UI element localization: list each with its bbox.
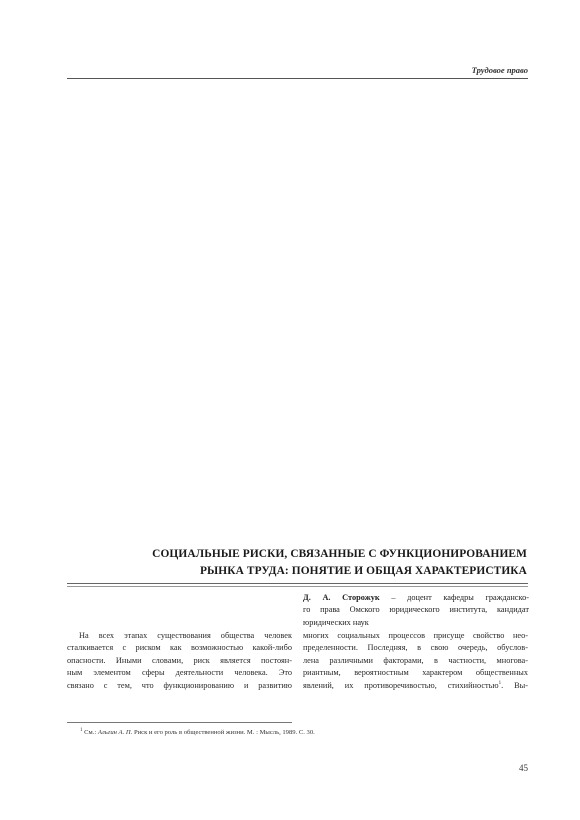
page-number: 45 (519, 763, 528, 773)
body-right-line-2: пределенности. Последняя, в свою очередь, обуслов- (303, 643, 528, 653)
body-left-line-4: ным элементом сферы деятельности человека. Это (67, 668, 292, 678)
footnote-rule (67, 722, 292, 723)
body-right-line-1: многих социальных процессов присуще свойство нео- (303, 631, 528, 640)
body-left-line-2: сталкивается с риском как возможностью какой-либо (67, 643, 292, 653)
footnote-citation: Риск и его роль в общественной жизни. М. : Мысль, 1989. С. 30. (132, 729, 315, 736)
body-left-line-1: На всех этапах существования общества человек (79, 631, 292, 640)
author-line-2: го права Омского юридического института, кандидат (303, 605, 529, 615)
title-line-2: РЫНКА ТРУДА: ПОНЯТИЕ И ОБЩАЯ ХАРАКТЕРИСТИКА (199, 565, 527, 577)
author-name: Д. А. Сторожук (303, 593, 380, 602)
title-rule-1 (67, 583, 528, 584)
body-column-left (67, 630, 292, 692)
body-column-right (303, 630, 528, 692)
footnote-prefix: См.: (82, 729, 98, 736)
footnote (80, 728, 520, 737)
body-left-line-5: связано с тем, что функционированию и развитию (67, 680, 292, 690)
header-rule (67, 78, 528, 79)
title-rule-2 (67, 586, 528, 587)
body-right-line-5 (303, 680, 528, 692)
running-head: Трудовое право (471, 65, 528, 75)
title-line-1: СОЦИАЛЬНЫЕ РИСКИ, СВЯЗАННЫЕ С ФУНКЦИОНИРОВАНИЕМ (152, 548, 527, 560)
footnote-ref[interactable]: 1 (498, 680, 502, 686)
author-affiliation-1: – доцент кафедры гражданско- (379, 593, 530, 602)
footnote-author: Альгин А. П. (97, 729, 133, 736)
footnote-marker: 1 (80, 727, 83, 733)
body-right-line-5-text: явлений, их противоречивостью, стихийностью (303, 680, 499, 690)
body-right-line-4: риантным, вероятностным характером общественных (303, 668, 528, 678)
author-info (303, 592, 529, 629)
author-line-3: юридических наук (303, 617, 369, 627)
article-title (60, 546, 527, 580)
body-right-line-5-end: . Вы- (501, 680, 528, 690)
body-left-line-3: опасности. Иными словами, риск является постоян- (67, 655, 292, 665)
body-right-line-3: лена различными факторами, в частности, многова- (303, 655, 528, 665)
author-line-1 (303, 592, 529, 604)
